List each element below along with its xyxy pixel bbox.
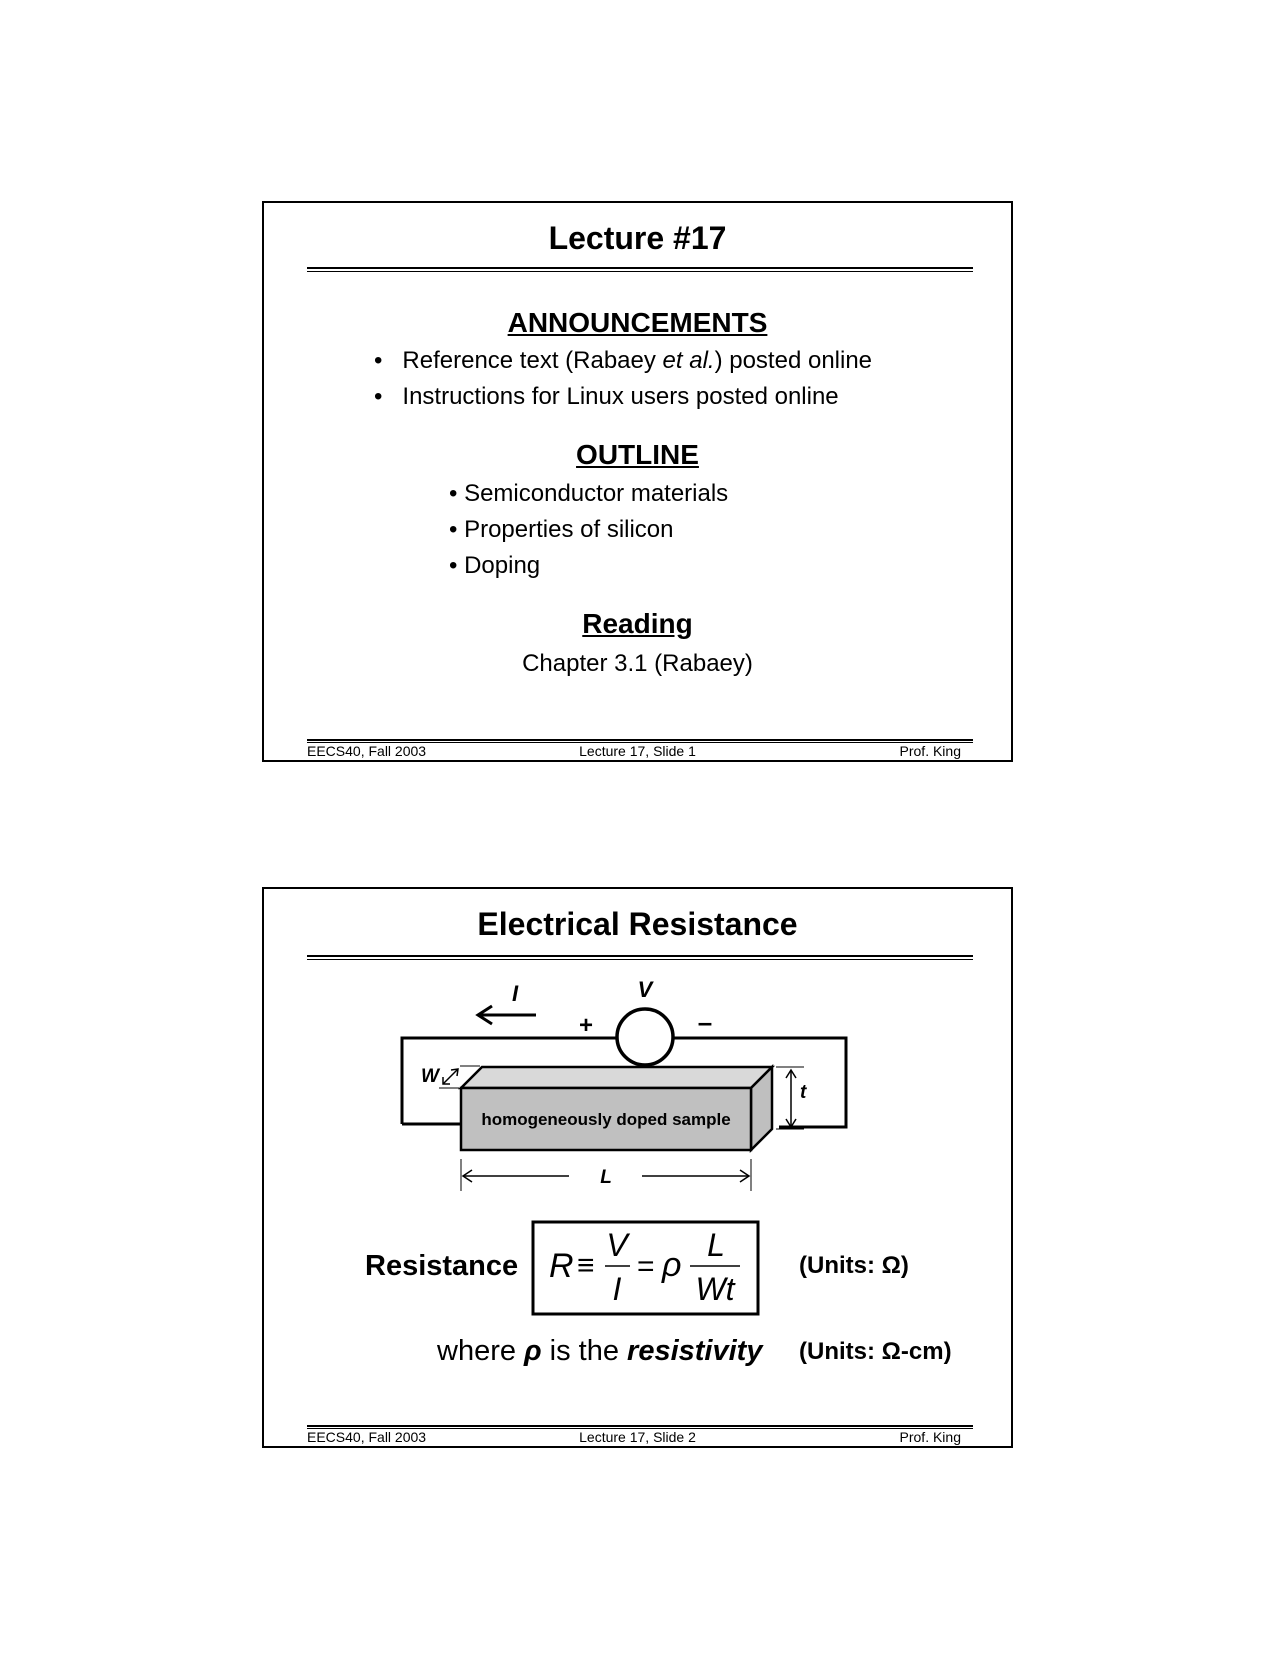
sample-top-face (461, 1067, 772, 1088)
formula-rho: ρ (662, 1246, 682, 1284)
formula-v: V (606, 1227, 628, 1263)
voltage-label: V (637, 977, 653, 1002)
units-resistance: (Units: Ω) (799, 1252, 909, 1279)
outline-heading: OUTLINE (576, 439, 699, 470)
thickness-label: t (800, 1082, 807, 1103)
slide-title: Lecture #17 (548, 220, 727, 256)
resistance-label: Resistance (365, 1250, 519, 1282)
reading-text: Chapter 3.1 (Rabaey) (522, 650, 753, 677)
slide-2 (262, 887, 1013, 1448)
length-label: L (600, 1167, 612, 1188)
outline-item: • Semiconductor materials (449, 480, 729, 507)
formula-equiv: ≡ (577, 1249, 595, 1282)
minus-sign: – (697, 1007, 713, 1037)
formula-i: I (612, 1271, 622, 1307)
footer-instructor: Prof. King (899, 743, 961, 759)
announcement-item: • Instructions for Linux users posted online (374, 383, 839, 410)
footer-slide-number: Lecture 17, Slide 2 (579, 1429, 696, 1445)
resistivity-note: where ρ is the resistivity (437, 1335, 763, 1367)
footer-course: EECS40, Fall 2003 (307, 1429, 427, 1445)
footer-instructor: Prof. King (899, 1429, 961, 1445)
outline-item: • Doping (449, 552, 541, 579)
slide-1 (262, 201, 1013, 762)
reading-heading: Reading (582, 608, 693, 639)
formula-eq: = (637, 1250, 655, 1283)
slide-title: Electrical Resistance (477, 906, 798, 942)
formula-wt: Wt (695, 1271, 735, 1307)
title-rule (307, 267, 973, 272)
sample-label: homogeneously doped sample (481, 1110, 731, 1129)
outline-item: • Properties of silicon (449, 516, 674, 543)
announcements-heading: ANNOUNCEMENTS (507, 307, 768, 338)
units-resistivity: (Units: Ω-cm) (799, 1338, 952, 1365)
voltage-source-icon (617, 1009, 673, 1065)
current-label: I (511, 981, 519, 1006)
footer-course: EECS40, Fall 2003 (307, 743, 427, 759)
announcement-item: • Reference text (Rabaey et al.) posted online (374, 347, 873, 374)
plus-sign: + (578, 1012, 594, 1039)
formula-l: L (707, 1227, 725, 1263)
footer-slide-number: Lecture 17, Slide 1 (579, 743, 696, 759)
formula-r: R (549, 1247, 574, 1285)
width-label: W (421, 1066, 439, 1087)
width-arrow-icon (443, 1069, 458, 1084)
